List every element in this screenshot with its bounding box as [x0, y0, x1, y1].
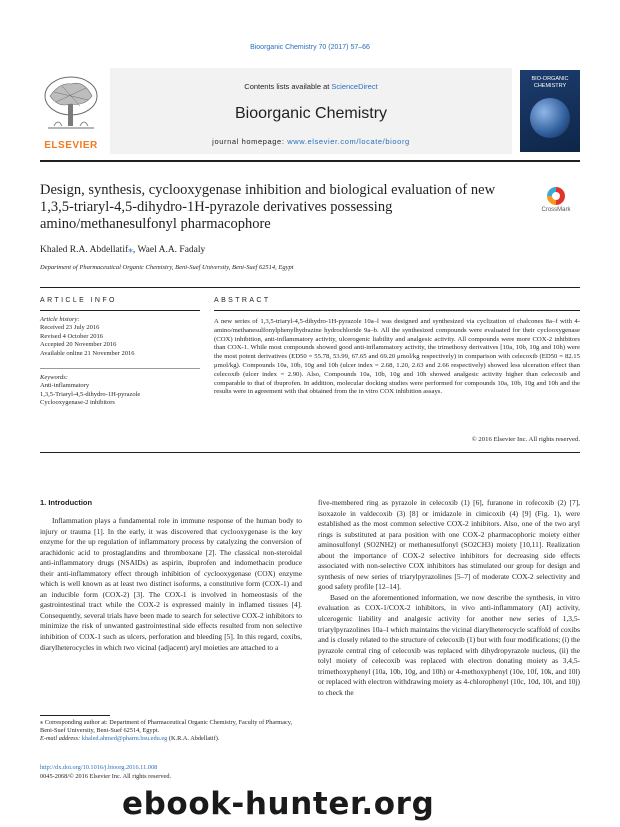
abstract-text: A new series of 1,3,5-triaryl-4,5-dihydro-1H-pyrazole 10a–l was designed and synthesized via cyclization of chalcones 8a–f with 4-amino/methanesulfonylphenylhydrazine hydrochloride 9a–b. All the synthesized compounds were evaluated for their cyclooxygenase (COX) inhibition, anti-inflammatory activity, ulcerogenic liability and analgesic activity. All compounds were more COX-2 inhibitors than COX-1. While most compounds showed good anti-inflammatory activity, the trimethoxy derivatives [10a, 10b, 10g and 10h) were the most potent derivatives (ED50 = 55.78, 53.99, 67.65 and 69.20 μmol/kg respectively) in comparison with celecoxib (ED50 = 82.15 μmol/kg). Compounds 10a, 10b, 10g and 10h (ulcer index = 2.68, 1.20, 2.63 and 2.66 respectively) showed less ulceration effect than celecoxib (ulcer index = 2.90). Also, Compounds 10a, 10b, 10g and 10h showed analgesic activity higher than celecoxib and comparable to that of ibuprofen. In addition, molecular docking studies were performed for compounds 10a, 10b, 10g and 10h and the results were in agreement with that obtained from the in vitro COX inhibition assays.	[214, 318, 580, 396]
article-history	[40, 316, 134, 358]
author-list	[40, 244, 205, 255]
history-revised: Revised 4 October 2016	[40, 332, 104, 340]
intro-paragraph: Based on the aforementioned information, we now describe the synthesis, in vitro evaluation as COX-1/COX-2 inhibitors, in vivo anti-inflammatory (AI) activity, ulcerogenic liability and analgesic activity for another new series of 1,3,5-triarylpyrazolines 10a–l which maintains the vicinal diarylheterocycle scaffold of coxibs and is closely related to the structure of celecoxib (1) but with four modifications; (i) the pyrazole central ring of celecoxib was replaced with dihydropyrazole nucleus, (ii) the tolyl moiety of celecoxib was replaced with electron donating moiety as 3,4,5-trimethoxyphenyl (10a, 10b, 10g, and 10h) or 4-methoxyphenyl (10e, 10f, 10k, and 10l) or replaced with electron withdrawing moiety as 4-chlorophenyl (10c, 10d, 10i, and 10j) to check the	[318, 592, 580, 697]
email-suffix: (K.R.A. Abdellatif).	[167, 735, 220, 742]
journal-reference[interactable]: Bioorganic Chemistry 70 (2017) 57–66	[250, 44, 370, 51]
cover-title: BIO-ORGANIC CHEMISTRY	[531, 76, 569, 89]
header-divider	[40, 160, 580, 162]
keyword-item: 1,3,5-Triaryl-4,5-dihydro-1H-pyrazole	[40, 390, 141, 398]
elsevier-logo	[40, 74, 102, 151]
keywords-label: Keywords:	[40, 374, 68, 381]
crossmark-badge[interactable]	[532, 187, 580, 213]
footnote-corresponding	[40, 719, 302, 743]
abstract-bottom-divider	[40, 452, 580, 453]
article-info-divider	[40, 310, 200, 311]
section-heading: 1. Introduction	[40, 498, 93, 507]
history-online: Available online 21 November 2016	[40, 349, 135, 357]
doi-link[interactable]: http://dx.doi.org/10.1016/j.bioorg.2016.11.008	[40, 764, 158, 771]
article-info-heading: ARTICLE INFO	[40, 297, 117, 304]
contents-line	[110, 82, 512, 91]
intro-paragraph: Inflammation plays a fundamental role in immune response of the human body to injury or trauma [1]. In the early, it was discovered that cyclooxygenase is the key enzyme for the up regulation of inflammatory process by catalyzing the conversion of arachidonic acid to prostaglandins and thromboxane [2]. The classical non-steroidal anti-inflammatory drugs (NSAIDs) as aspirin, ibuprofen and indomethacin produce their anti-inflammatory effect through inhibition of cyclooxygenase (COX) enzyme which is well known as at least two distinct isoforms, a constitutive form (COX-1) and an inducible form (COX-2) [3]. The COX-1 is involved in homeostasis of the gastrointestinal tract while the COX-2 is expressed mainly in inflamed tissues [4]. Consequently, several trials have been made to search for selective COX-2 inhibitors to minimize the risk of unwanted gastrointestinal side effects resulted from non selective inhibition of COX-1 such as ulcers, perforation and bleeding [5]. In this regard, coxibs, diarylheterocycles in which two vicinal (adjacent) aryl moieties are attached to a	[40, 516, 302, 652]
footnote-divider	[40, 715, 110, 716]
corresponding-author-marker[interactable]: ⁎	[128, 245, 133, 255]
homepage-link[interactable]: www.elsevier.com/locate/bioorg	[287, 137, 410, 146]
email-link[interactable]: khaled.ahmed@pharm.bsu.edu.eg	[81, 735, 168, 742]
cover-molecule-image	[530, 98, 570, 138]
keywords-divider	[40, 368, 200, 369]
elsevier-tree-icon	[40, 74, 102, 134]
journal-banner	[110, 68, 512, 154]
journal-cover	[520, 70, 580, 152]
keywords	[40, 374, 140, 408]
author-rest: , Wael A.A. Fadaly	[132, 245, 206, 255]
issn-line: 0045-2068/© 2016 Elsevier Inc. All rights reserved.	[40, 773, 172, 780]
intro-right-column	[318, 498, 580, 698]
abstract-heading: ABSTRACT	[214, 297, 271, 304]
homepage-prefix: journal homepage:	[212, 137, 288, 146]
elsevier-wordmark: ELSEVIER	[44, 140, 98, 151]
footnote-text: ⁎ Corresponding author at: Department of Pharmaceutical Organic Chemistry, Faculty of Pharmacy, Beni-Suef University, Beni-Suef 62514, Egypt.	[40, 719, 293, 734]
journal-title: Bioorganic Chemistry	[234, 105, 388, 122]
copyright: © 2016 Elsevier Inc. All rights reserved.	[471, 436, 580, 443]
keyword-item: Anti-inflammatory	[40, 382, 90, 390]
history-received: Received 23 July 2016	[40, 324, 100, 332]
journal-header	[40, 68, 580, 154]
sciencedirect-link[interactable]: ScienceDirect	[331, 82, 378, 91]
intro-left-column	[40, 516, 302, 653]
keyword-item: Cyclooxygenase-2 inhibitors	[40, 399, 115, 407]
crossmark-label: CrossMark	[541, 207, 571, 213]
article-title: Design, synthesis, cyclooxygenase inhibition and biological evaluation of new 1,3,5-triaryl-4,5-dihydro-1H-pyrazole derivatives possessing amino/methanesulfonyl pharmacophore	[40, 182, 496, 232]
affiliation: Department of Pharmaceutical Organic Chemistry, Beni-Suef University, Beni-Suef 62514, Egypt	[40, 264, 294, 271]
homepage-line	[110, 137, 512, 146]
footnote-email	[40, 735, 302, 743]
author-first: Khaled R.A. Abdellatif	[40, 245, 129, 255]
email-label: E-mail address:	[40, 735, 82, 742]
intro-paragraph: five-membered ring as pyrazole in celecoxib (1) [6], furanone in rofecoxib (2) [7], isoxazole in valdecoxib (3) [8] or imidazole in cimicoxib (4) [9] (Fig. 1), were established as the most common selective COX-2 inhibitors. Also, one of the two aryl rings is substituted at para position with one COX-2 pharmacophoric moiety either aminosulfonyl (SO2NH2) or methanesulfonyl (SO2CH3) moiety [10,11]. Realization about the importance of COX-2 selective inhibitors for decreasing side effects associated with non-selective COX inhibitors has stimulated our group for design and synthesis of new series of triarylpyrazolines [5–7] of moderate COX-2 selectivity and good safety profile [12–14].	[318, 498, 580, 592]
meta-divider	[40, 287, 580, 288]
abstract-divider	[214, 310, 580, 311]
history-label: Article history:	[40, 316, 80, 323]
crossmark-icon	[547, 187, 565, 205]
watermark: ebook-hunter.org	[122, 786, 435, 822]
contents-prefix: Contents lists available at	[244, 82, 332, 91]
history-accepted: Accepted 20 November 2016	[40, 341, 117, 349]
